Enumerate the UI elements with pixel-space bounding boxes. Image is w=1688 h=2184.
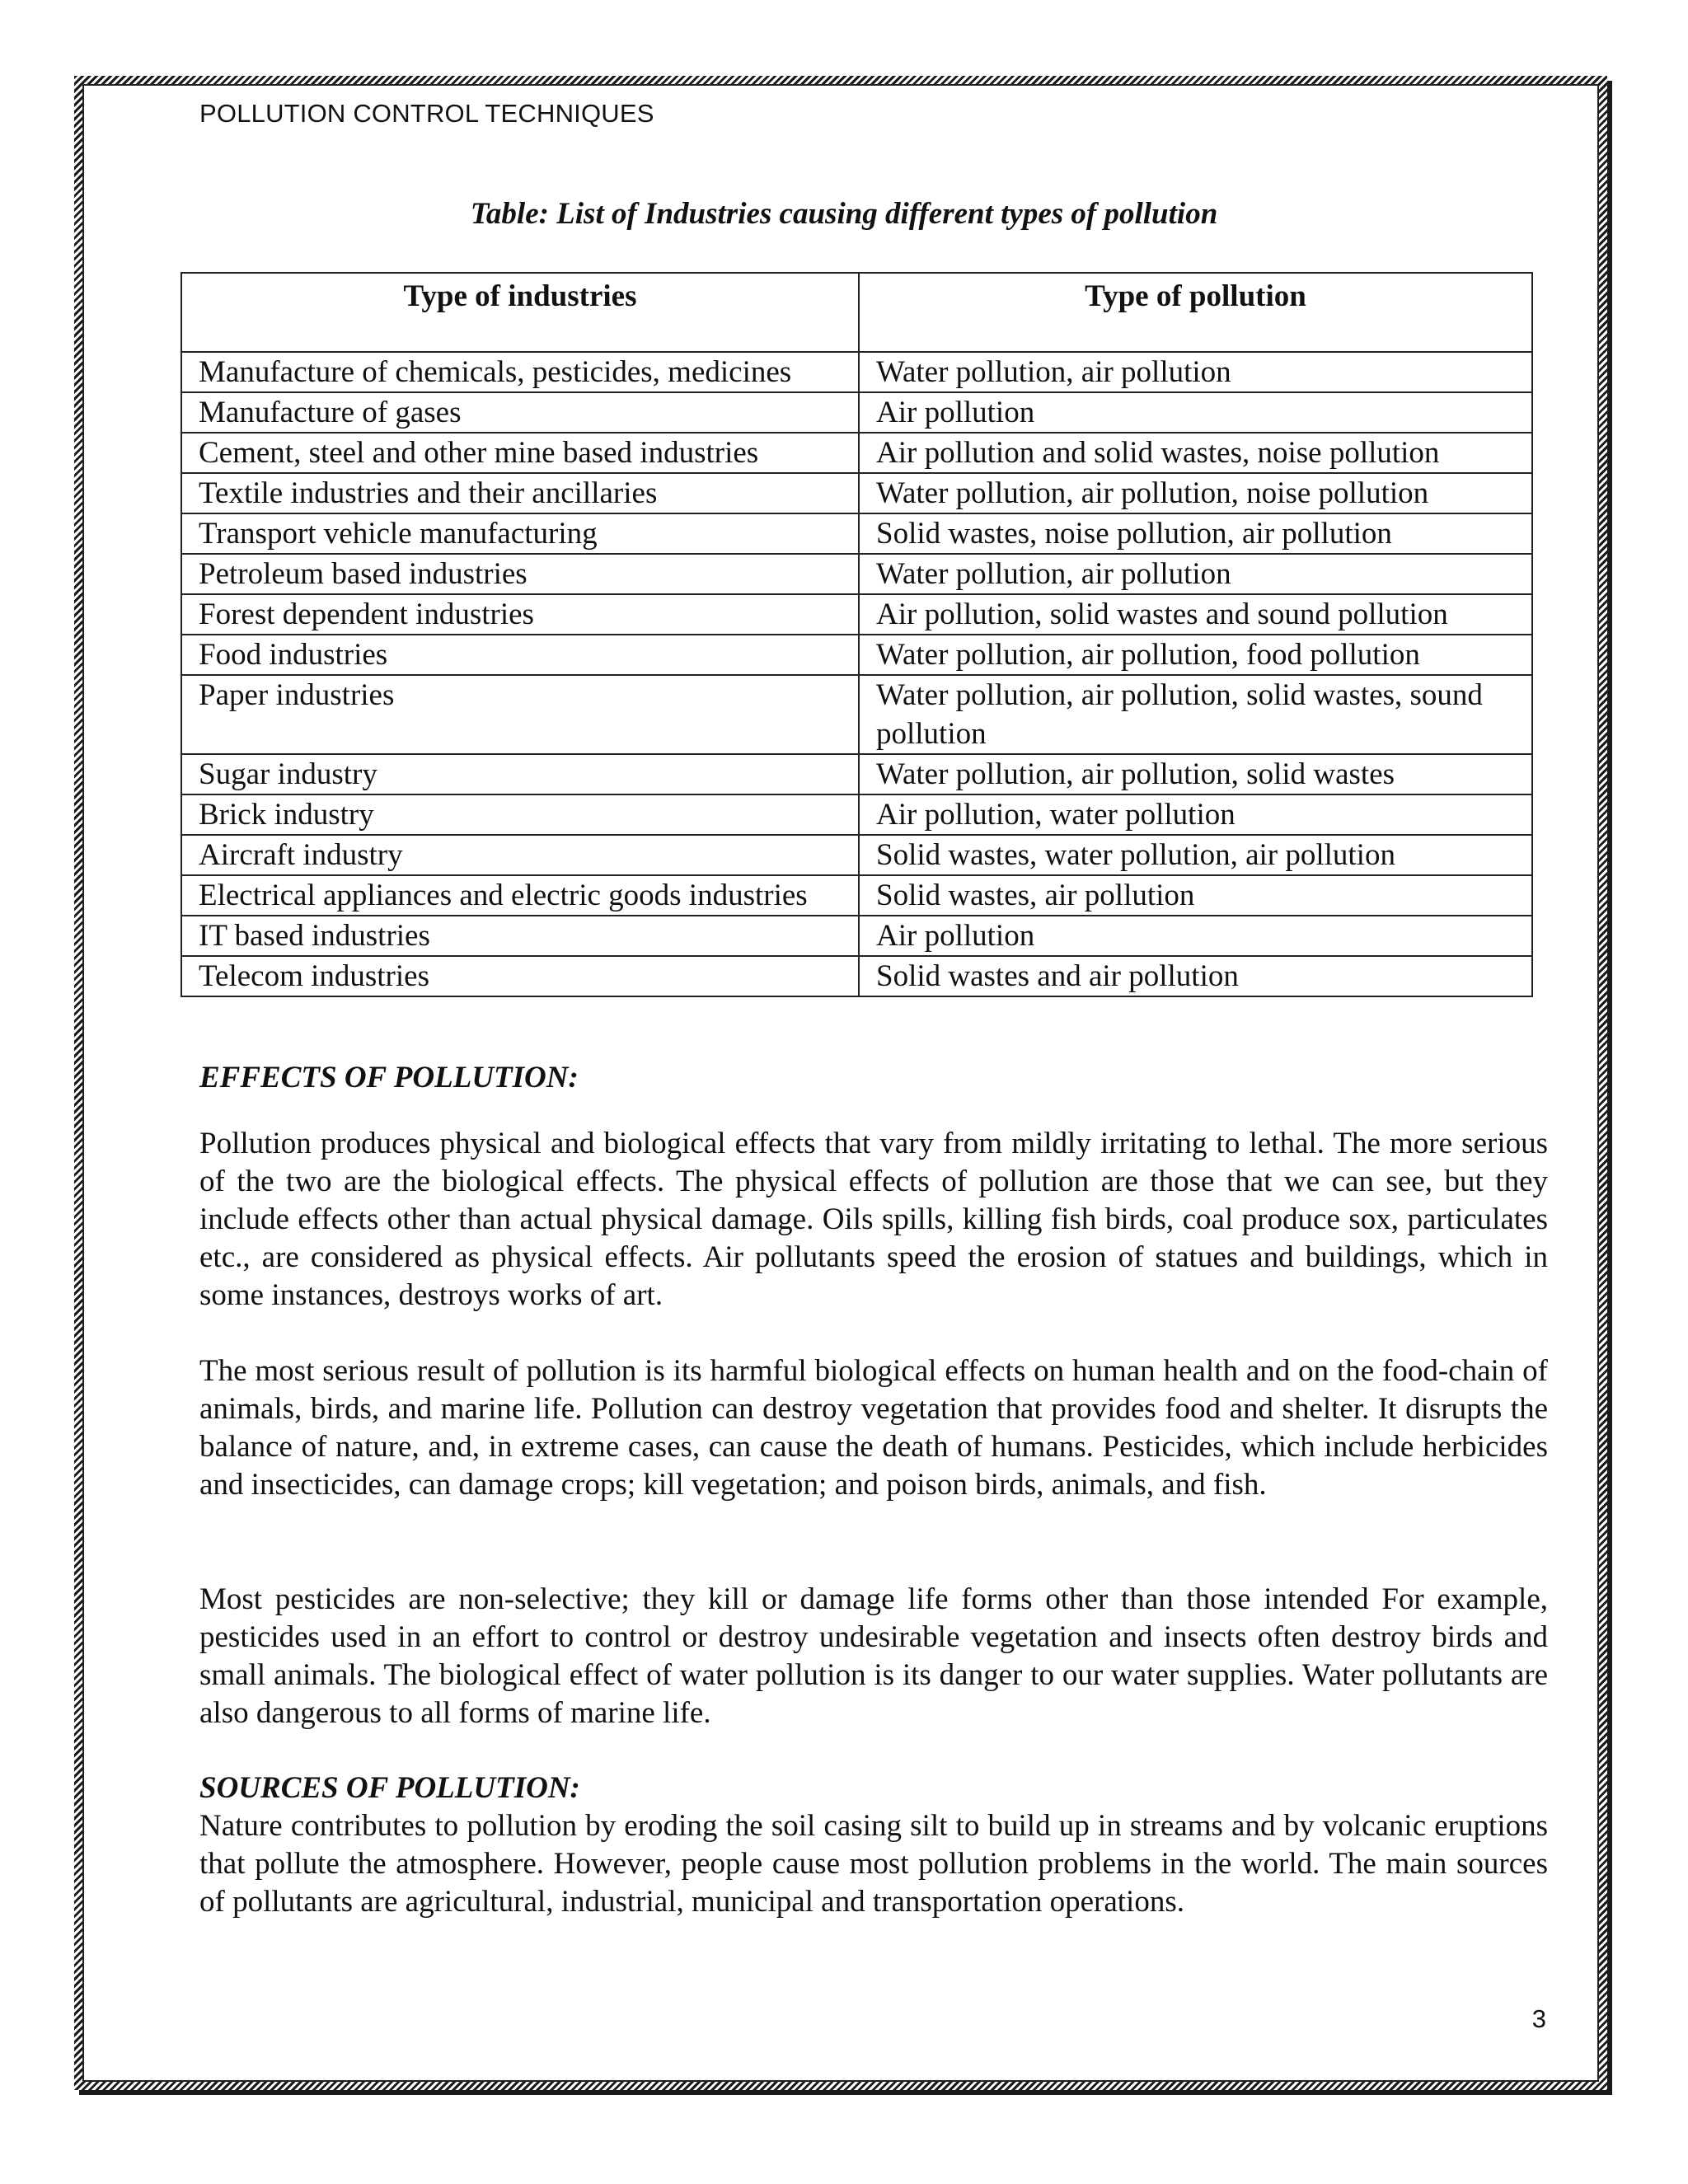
table-row <box>181 754 1532 794</box>
effects-paragraph: Pollution produces physical and biological effects that vary from mildly irritating to lethal. The more serious of the two are the biological effects. The physical effects of pollution are those that we can see, but they include effects other than actual physical damage. Oils spills, killing fish birds, coal produce sox, particulates etc., are considered as physical effects. Air pollutants speed the erosion of statues and buildings, which in some instances, destroys works of art. <box>199 1127 1548 1312</box>
industry-cell: Transport vehicle manufacturing <box>181 513 859 554</box>
industry-cell: Electrical appliances and electric goods industries <box>181 875 859 916</box>
table-row <box>181 675 1532 754</box>
table-row <box>181 554 1532 594</box>
table-caption: Table: List of Industries causing different types of pollution <box>470 197 1218 231</box>
industry-cell: Sugar industry <box>181 754 859 794</box>
industries-table <box>181 272 1533 997</box>
industry-cell: Brick industry <box>181 794 859 835</box>
pollution-cell: Air pollution, solid wastes and sound pollution <box>859 594 1532 635</box>
table-row <box>181 594 1532 635</box>
pollution-cell: Solid wastes, water pollution, air pollution <box>859 835 1532 875</box>
table-row <box>181 835 1532 875</box>
pollution-cell: Water pollution, air pollution, food pollution <box>859 635 1532 675</box>
pollution-cell: Air pollution, water pollution <box>859 794 1532 835</box>
table-header-row <box>181 273 1532 352</box>
industry-cell: Telecom industries <box>181 956 859 996</box>
pollution-cell: Air pollution <box>859 392 1532 433</box>
column-header-pollution: Type of pollution <box>859 273 1532 352</box>
pollution-cell: Solid wastes, noise pollution, air pollution <box>859 513 1532 554</box>
table-row <box>181 433 1532 473</box>
pollution-cell: Water pollution, air pollution, noise pollution <box>859 473 1532 513</box>
industry-cell: Manufacture of chemicals, pesticides, medicines <box>181 352 859 392</box>
industry-cell: Cement, steel and other mine based industries <box>181 433 859 473</box>
pollution-cell: Solid wastes, air pollution <box>859 875 1532 916</box>
industry-cell: Petroleum based industries <box>181 554 859 594</box>
industry-cell: Manufacture of gases <box>181 392 859 433</box>
page-number: 3 <box>1531 2004 1546 2033</box>
industry-cell: Forest dependent industries <box>181 594 859 635</box>
effects-paragraph: Most pesticides are non-selective; they kill or damage life forms other than those intended For example, pesticides used in an effort to control or destroy undesirable vegetation and insects often destroy birds and small animals. The biological effect of water pollution is its danger to our water supplies. Water pollutants are also dangerous to all forms of marine life. <box>199 1582 1548 1730</box>
table-body <box>181 352 1532 996</box>
pollution-cell: Water pollution, air pollution <box>859 352 1532 392</box>
pollution-cell: Water pollution, air pollution, solid wastes <box>859 754 1532 794</box>
running-header: POLLUTION CONTROL TECHNIQUES <box>199 99 654 128</box>
pollution-cell: Water pollution, air pollution <box>859 554 1532 594</box>
pollution-cell: Air pollution and solid wastes, noise pollution <box>859 433 1532 473</box>
effects-paragraph: The most serious result of pollution is its harmful biological effects on human health and on the food-chain of animals, birds, and marine life. Pollution can destroy vegetation that provides food and shelter. It disrupts the balance of nature, and, in extreme cases, can cause the death of humans. Pesticides, which include herbicides and insecticides, can damage crops; kill vegetation; and poison birds, animals, and fish. <box>199 1354 1548 1502</box>
table-row <box>181 794 1532 835</box>
industry-cell: Aircraft industry <box>181 835 859 875</box>
table-row <box>181 513 1532 554</box>
effects-heading: EFFECTS OF POLLUTION: <box>199 1061 579 1094</box>
industry-cell: Paper industries <box>181 675 859 754</box>
table-row <box>181 956 1532 996</box>
table-row <box>181 875 1532 916</box>
industry-cell: Textile industries and their ancillaries <box>181 473 859 513</box>
pollution-cell: Water pollution, air pollution, solid wastes, sound pollution <box>859 675 1532 754</box>
sources-heading: SOURCES OF POLLUTION: <box>199 1771 580 1805</box>
table-row <box>181 635 1532 675</box>
industry-cell: IT based industries <box>181 916 859 956</box>
pollution-cell: Air pollution <box>859 916 1532 956</box>
table-row <box>181 916 1532 956</box>
table-row <box>181 392 1532 433</box>
column-header-industries: Type of industries <box>181 273 859 352</box>
sources-paragraph: Nature contributes to pollution by eroding the soil casing silt to build up in streams and by volcanic eruptions that pollute the atmosphere. However, people cause most pollution problems in the world. The main sources of pollutants are agricultural, industrial, municipal and transportation operations. <box>199 1809 1548 1919</box>
industry-cell: Food industries <box>181 635 859 675</box>
pollution-cell: Solid wastes and air pollution <box>859 956 1532 996</box>
table-row <box>181 352 1532 392</box>
table-row <box>181 473 1532 513</box>
